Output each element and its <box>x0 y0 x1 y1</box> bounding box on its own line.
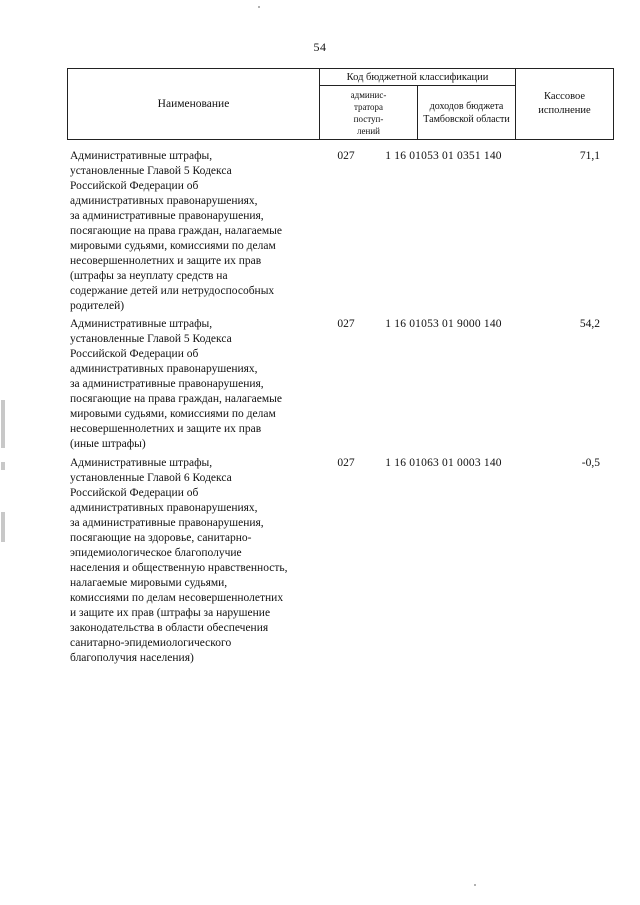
row-execution: 54,2 <box>579 318 600 330</box>
row-admin-code: 027 <box>337 150 355 162</box>
scan-margin-mark <box>1 462 5 470</box>
header-exec-line2: исполнение <box>538 105 591 116</box>
row-income-code: 1 16 01053 01 0351 140 <box>385 150 502 162</box>
header-income-line2: Тамбовской области <box>423 113 510 125</box>
header-income-line1: доходов бюджета <box>429 100 504 112</box>
row-admin-code: 027 <box>337 457 355 469</box>
row-execution: -0,5 <box>581 457 600 469</box>
header-admin-line1: админис- <box>350 89 387 100</box>
header-administrator <box>320 86 418 140</box>
header-admin-line4: лений <box>357 125 380 136</box>
scan-margin-mark <box>1 512 5 542</box>
header-income <box>418 86 516 140</box>
header-budget-code-group: Код бюджетной классификации <box>320 69 516 86</box>
header-exec-line1: Кассовое <box>543 91 586 102</box>
row-admin-code: 027 <box>337 318 355 330</box>
scan-speck <box>258 6 260 8</box>
row-name: Административные штрафы, установленные Главой 6 Кодекса Российской Федерации об административных правонарушениях, за административные правонарушения, посягающие на здоровье, санитарно- эпидемиологическое благополучие населения и общественную нравственность, налагаемые мировыми судьями, комиссиями по делам несовершеннолетних и защите их прав (штрафы за нарушение законодательства в области обеспечения санитарно-эпидемиологического благополучия населения) <box>70 457 288 664</box>
header-admin-line2: тратора <box>353 101 384 112</box>
scan-speck <box>474 884 476 886</box>
table-header <box>67 68 614 140</box>
row-execution: 71,1 <box>579 150 600 162</box>
header-name: Наименование <box>68 69 320 140</box>
scan-margin-mark <box>1 400 5 448</box>
row-income-code: 1 16 01063 01 0003 140 <box>385 457 502 469</box>
row-name: Административные штрафы, установленные Главой 5 Кодекса Российской Федерации об административных правонарушениях, за административные правонарушения, посягающие на права граждан, налагаемые мировыми судьями, комиссиями по делам несовершеннолетних и защите их прав (штрафы за неуплату средств на содержание детей или нетрудоспособных родителей) <box>70 150 282 312</box>
header-execution <box>516 69 614 140</box>
row-name: Административные штрафы, установленные Главой 5 Кодекса Российской Федерации об административных правонарушениях, за административные правонарушения, посягающие на права граждан, налагаемые мировыми судьями, комиссиями по делам несовершеннолетних и защите их прав (иные штрафы) <box>70 318 282 450</box>
row-income-code: 1 16 01053 01 9000 140 <box>385 318 502 330</box>
header-admin-line3: поступ- <box>353 113 384 124</box>
page-number: 54 <box>313 40 327 54</box>
